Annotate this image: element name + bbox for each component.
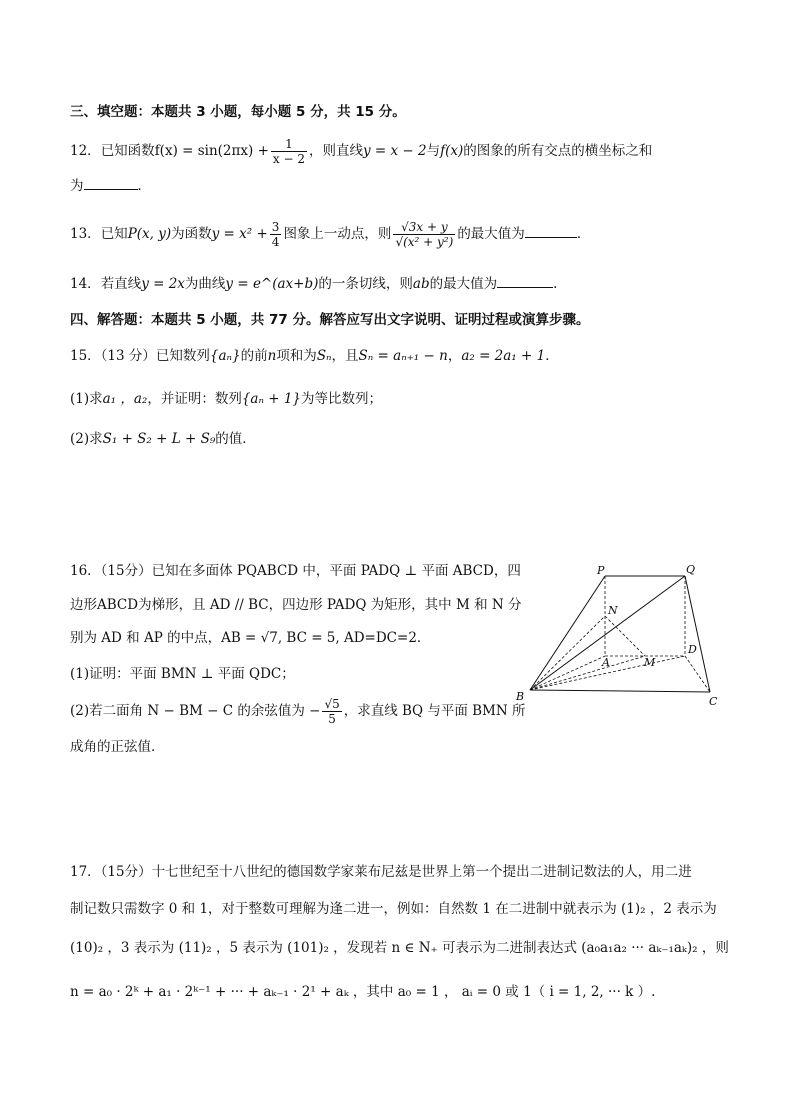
label-M: M <box>644 656 656 669</box>
q16-part2-frac <box>322 697 341 726</box>
q12-line-eq: y = x − 2 <box>362 143 427 159</box>
q16-part2-pre: (2)若二面角 N − BM − C 的余弦值为 − <box>70 703 321 719</box>
q15-part2 <box>70 429 256 449</box>
q14-post: 的最大值为 <box>429 276 498 292</box>
q12-mid1: ，则直线 <box>308 143 363 159</box>
q17-line4: n = a₀ · 2ᵏ + a₁ · 2ᵏ⁻¹ + ··· + aₖ₋₁ · 2¹ + aₖ ，其中 a₀ = 1 ， aᵢ = 0 或 1（ i = 1, 2, ··· k ）. <box>70 984 656 1000</box>
q13-end: ． <box>576 226 591 242</box>
q15-end: ． <box>545 348 559 364</box>
q15-number: 15．（13 分） <box>70 348 156 364</box>
q14-line-eq: y = 2x <box>141 276 185 292</box>
q17-line1: 17．（15分）十七世纪至十八世纪的德国数学家莱布尼兹是世界上第一个提出二进制记数法的人，用二进 <box>70 864 692 880</box>
q16-line1: 16．（15分）已知在多面体 PQABCD 中，平面 PADQ ⊥ 平面 ABCD，四 <box>70 563 521 579</box>
label-Q: Q <box>686 563 696 576</box>
q13-expr-den: √(x² + y²) <box>395 235 454 249</box>
q16-polyhedron-figure <box>510 560 730 710</box>
q13-pre: 已知 <box>100 226 128 242</box>
q16-part1: (1)证明：平面 BMN ⊥ 平面 QDC； <box>70 666 295 682</box>
q16-line2: 边形ABCD为梯形，且 AD // BC，四边形 PADQ 为矩形，其中 M 和 N 分 <box>70 597 522 613</box>
q13-line <box>70 220 590 249</box>
q13-post: 的最大值为 <box>457 226 525 242</box>
q16-part2-den: 5 <box>328 712 336 726</box>
section3-header: 三、填空题：本题共 3 小题，每小题 5 分，共 15 分。 <box>70 104 406 120</box>
q12-line1 <box>70 137 652 166</box>
q14-answer-blank[interactable] <box>497 275 553 288</box>
q15-text2: 的前 <box>240 348 268 364</box>
q12-frac-num: 1 <box>271 137 307 152</box>
q13-point: P(x, y) <box>127 226 172 242</box>
q17-line2: 制记数只需数字 0 和 1，对于整数可理解为逢二进一，例如：自然数 1 在二进制中就表示为 (1)₂ ，2 表示为 <box>70 901 717 917</box>
q15-sn: Sₙ <box>316 348 332 364</box>
q15-part2-expr: S₁ + S₂ + L + S₉ <box>102 431 216 447</box>
label-B: B <box>516 690 525 703</box>
q13-number: 13． <box>70 226 101 242</box>
q12-fx: f(x) <box>440 143 464 159</box>
q17-line3: (10)₂ ，3 表示为 (11)₂ ，5 表示为 (101)₂ ，发现若 n ∈ N₊ 可表示为二进制表达式 (a₀a₁a₂ ··· aₖ₋₁aₖ)₂ ，则 <box>70 940 729 956</box>
label-C: C <box>709 695 718 708</box>
q12-frac-den: x − 2 <box>272 152 305 166</box>
q15-text3: 项和为 <box>276 348 317 364</box>
label-D: D <box>688 643 697 656</box>
label-P: P <box>597 564 605 577</box>
q15-part1-post: 为等比数列； <box>301 391 383 407</box>
q12-line2 <box>70 176 151 196</box>
q14-line <box>70 274 557 294</box>
q12-mid2: 与 <box>426 143 441 159</box>
q15-part2-pre: (2)求 <box>70 431 103 447</box>
label-N: N <box>608 604 618 617</box>
label-A: A <box>602 656 610 669</box>
q12-answer-blank[interactable] <box>84 177 138 190</box>
q15-seq: {aₙ} <box>209 348 241 364</box>
q16-part2-post: ，求直线 BQ 与平面 BMN 所 <box>343 703 526 719</box>
q13-func: y = x² + <box>211 226 268 242</box>
edge-QB <box>530 576 685 690</box>
q14-mid1: 为曲线 <box>184 276 226 292</box>
q15-text4: ，且 <box>331 348 359 364</box>
q12-number: 12． <box>70 143 101 159</box>
edge-BC <box>530 690 710 692</box>
q16-part2-num: √5 <box>324 697 340 711</box>
q12-line2-post: ． <box>137 178 151 194</box>
q13-frac-num: 3 <box>271 220 280 234</box>
q15-n: n <box>267 348 277 364</box>
q12-line2-pre: 为 <box>70 178 84 194</box>
q15-eq1: Sₙ = aₙ₊₁ − n <box>358 348 448 364</box>
q13-expr <box>393 220 455 249</box>
q12-post: 的图象的所有交点的横坐标之和 <box>463 143 653 159</box>
q15-line1 <box>70 346 559 366</box>
q16-line3: 别为 AD 和 AP 的中点，AB = √7, BC = 5, AD=DC=2． <box>70 630 431 646</box>
q15-sep: ， <box>447 348 462 364</box>
section4-header: 四、解答题：本题共 5 小题，共 77 分。解答应写出文字说明、证明过程或演算步骤。 <box>70 312 590 328</box>
edge-NM <box>605 616 645 656</box>
q12-pre: 已知函数 <box>100 143 155 159</box>
q15-part1 <box>70 389 382 409</box>
q13-answer-blank[interactable] <box>525 225 577 238</box>
q15-part1-vars: a₁ ，a₂ <box>102 391 148 407</box>
q13-mid1: 为函数 <box>171 226 212 242</box>
q13-expr-num: √3x + y <box>393 220 455 235</box>
q15-part1-mid: ，并证明：数列 <box>147 391 242 407</box>
q14-pre: 若直线 <box>100 276 142 292</box>
q15-text1: 已知数列 <box>155 348 210 364</box>
q15-part1-pre: (1)求 <box>70 391 103 407</box>
q16-part2-line2: 成角的正弦值． <box>70 739 165 755</box>
edge-BM <box>530 656 645 690</box>
q15-eq2: a₂ = 2a₁ + 1 <box>461 348 546 364</box>
q15-part2-post: 的值． <box>215 431 256 447</box>
q13-frac <box>270 220 282 249</box>
q12-frac <box>271 137 307 166</box>
edge-BN <box>530 616 605 690</box>
q14-end: . <box>553 276 558 292</box>
q14-curve: y = e^(ax+b) <box>225 276 319 292</box>
q13-mid2: 图象上一动点，则 <box>283 226 392 242</box>
q14-ab: ab <box>412 276 430 292</box>
q15-part1-seq: {aₙ + 1} <box>241 391 302 407</box>
q14-mid2: 的一条切线，则 <box>318 276 413 292</box>
q12-func: f(x) = sin(2πx) + <box>154 143 269 159</box>
q13-frac-den: 4 <box>271 235 280 249</box>
q14-number: 14． <box>70 276 101 292</box>
q16-part2-line1 <box>70 697 525 726</box>
